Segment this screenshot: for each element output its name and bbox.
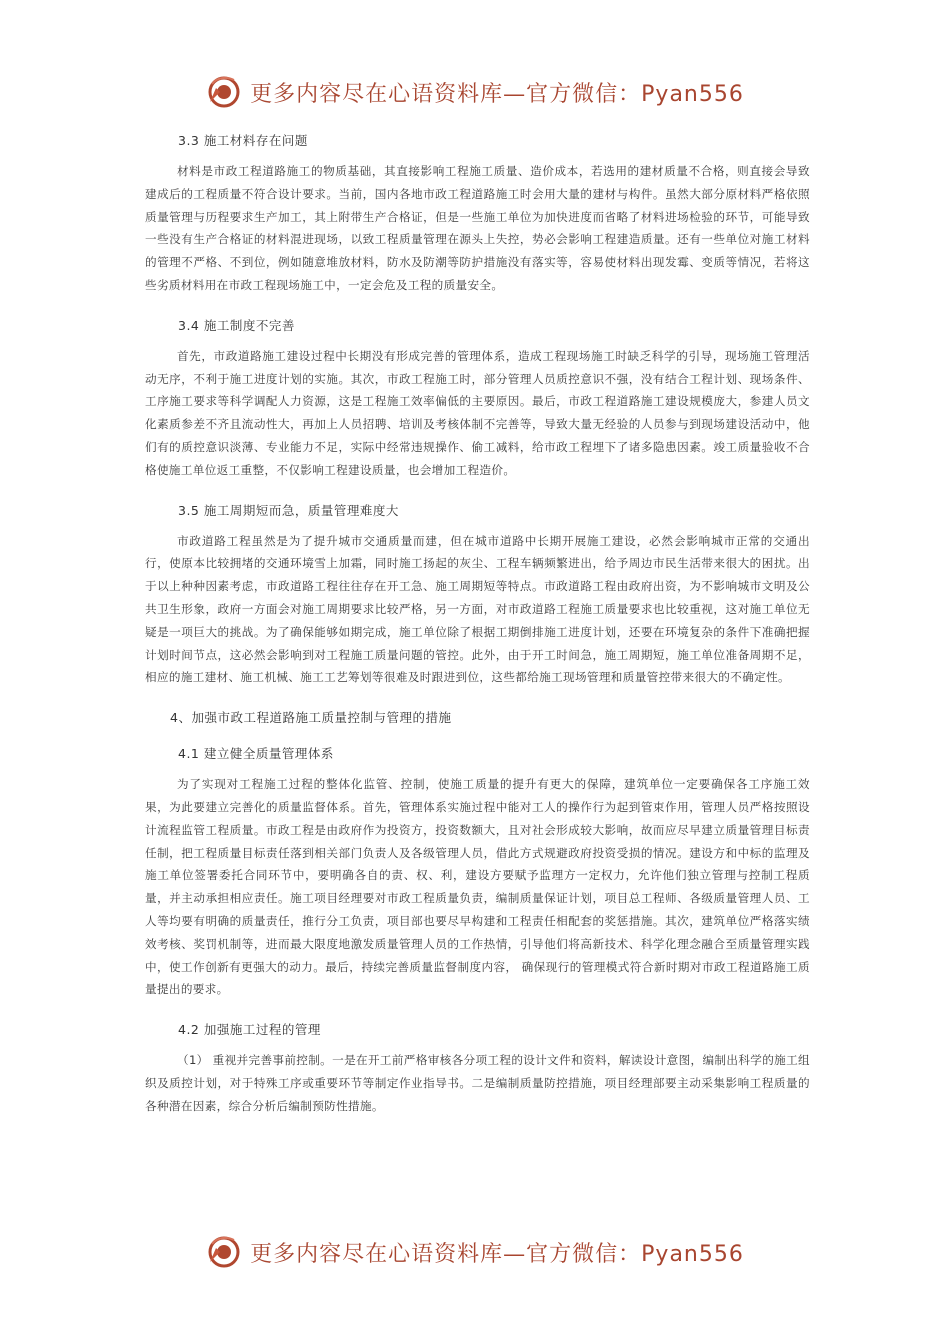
banner-label: 更多内容尽在心语资料库—官方微信： [250, 1241, 642, 1267]
footer-banner [0, 1230, 950, 1274]
section-heading: 3.5 施工周期短而急，质量管理难度大 [178, 502, 399, 518]
wechat-id: Pyan556 [641, 1241, 744, 1267]
document-body [145, 124, 810, 1130]
wechat-id: Pyan556 [641, 81, 744, 107]
section-heading: 4.2 加强施工过程的管理 [178, 1022, 321, 1038]
logo-icon [206, 74, 242, 110]
paragraph: （1） 重视并完善事前控制。一是在开工前严格审核各分项工程的设计文件和资料，解读设计意图，编制出科学的施工组织及质控计划，对于特殊工序或重要环节等制定作业指导书。二是编制质量防控措施，项目经理部要主动采集影响工程质量的各种潜在因素，综合分析后编制预防性措施。 [145, 1053, 810, 1113]
header-banner [0, 70, 950, 114]
paragraph: 材料是市政工程道路施工的物质基础，其直接影响工程施工质量、造价成本，若选用的建材质量不合格，则直接会导致建成后的工程质量不符合设计要求。当前，国内各地市政工程道路施工时会用大量的建材与构件。虽然大部分原材料严格依照质量管理与历程要求生产加工，其上附带生产合格证，但是一些施工单位为加快进度而省略了材料进场检验的环节，可能导致一些没有生产合格证的材料混进现场，以致工程质量管理在源头上失控，势必会影响工程建造质量。还有一些单位对施工材料的管理不严格、不到位，例如随意堆放材料，防水及防潮等防护措施没有落实等，容易使材料出现发霉、变质等情况，若将这些劣质材料用在市政工程现场施工中，一定会危及工程的质量安全。 [145, 164, 810, 292]
logo-icon [206, 1234, 242, 1270]
paragraph: 首先，市政道路施工建设过程中长期没有形成完善的管理体系，造成工程现场施工时缺乏科学的引导，现场施工管理活动无序，不利于施工进度计划的实施。其次，市政工程施工时，部分管理人员质控意识不强，没有结合工程计划、现场条件、工序施工要求等科学调配人力资源，这是工程施工效率偏低的主要原因。最后，市政工程道路施工建设规模庞大，参建人员文化素质参差不齐且流动性大，再加上人员招聘、培训及考核体制不完善等，导致大量无经验的人员参与到现场建设活动中，他们有的质控意识淡薄、专业能力不足，实际中经常违规操作、偷工减料，给市政工程埋下了诸多隐患因素。竣工质量验收不合格使施工单位返工重整，不仅影响工程建设质量，也会增加工程造价。 [145, 348, 810, 477]
banner-label: 更多内容尽在心语资料库—官方微信： [250, 81, 642, 107]
banner-text [250, 1237, 744, 1268]
paragraph: 市政道路工程虽然是为了提升城市交通质量而建，但在城市道路中长期开展施工建设，必然会影响城市正常的交通出行，使原本比较拥堵的交通环境雪上加霜，同时施工扬起的灰尘、工程车辆频繁进出，给予周边市民生活带来很大的困扰。出于以上种种因素考虑，市政道路工程往往存在开工急、施工周期短等特点。市政道路工程由政府出资，为不影响城市文明及公共卫生形象，政府一方面会对施工周期要求比较严格，另一方面，对市政道路工程施工质量要求也比较重视，这对施工单位无疑是一项巨大的挑战。为了确保能够如期完成，施工单位除了根据工期倒排施工进度计划，还要在环境复杂的条件下准确把握计划时间节点，这必然会影响到对工程施工质量问题的管控。此外，由于开工时间急，施工周期短，施工单位准备周期不足，相应的施工建材、施工机械、施工工艺筹划等很难及时跟进到位，这些都给施工现场管理和质量管控带来很大的不确定性。 [145, 533, 810, 685]
paragraph: 为了实现对工程施工过程的整体化监管、控制，使施工质量的提升有更大的保障，建筑单位一定要确保各工序施工效果，为此要建立完善化的质量监督体系。首先，管理体系实施过程中能对工人的操作行为起到管束作用，管理人员严格按照设计流程监管工程质量。市政工程是由政府作为投资方，投资数额大，且对社会形成较大影响，故而应尽早建立质量管理目标责任制，把工程质量目标责任落到相关部门负责人及各级管理人员，借此方式规避政府投资受损的情况。建设方和中标的监理及施工单位签署委托合同环节中，要明确各自的责、权、利，建设方要赋予监理方一定权力，允许他们独立管理与控制工程质量，并主动承担相应责任。施工项目经理要对市政工程质量负责，编制质量保证计划，项目总工程师、各级质量管理人员、工人等均要有明确的质量责任，推行分工负责，项目部也要尽早构建和工程责任相配套的奖惩措施。其次，建筑单位严格落实绩效考核、奖罚机制等，进而最大限度地激发质量管理人员的工作热情，引导他们将高新技术、科学化理念融合至质量管理实践中，使工作创新有更强大的动力。最后，持续完善质量监督制度内容， 确保现行的管理模式符合新时期对市政工程道路施工质量提出的要求。 [145, 777, 810, 997]
section-heading: 4.1 建立健全质量管理体系 [178, 746, 334, 762]
section-heading: 3.4 施工制度不完善 [178, 317, 295, 333]
banner-text [250, 77, 744, 108]
section-heading: 4、加强市政工程道路施工质量控制与管理的措施 [170, 710, 452, 726]
section-heading: 3.3 施工材料存在问题 [178, 133, 308, 148]
